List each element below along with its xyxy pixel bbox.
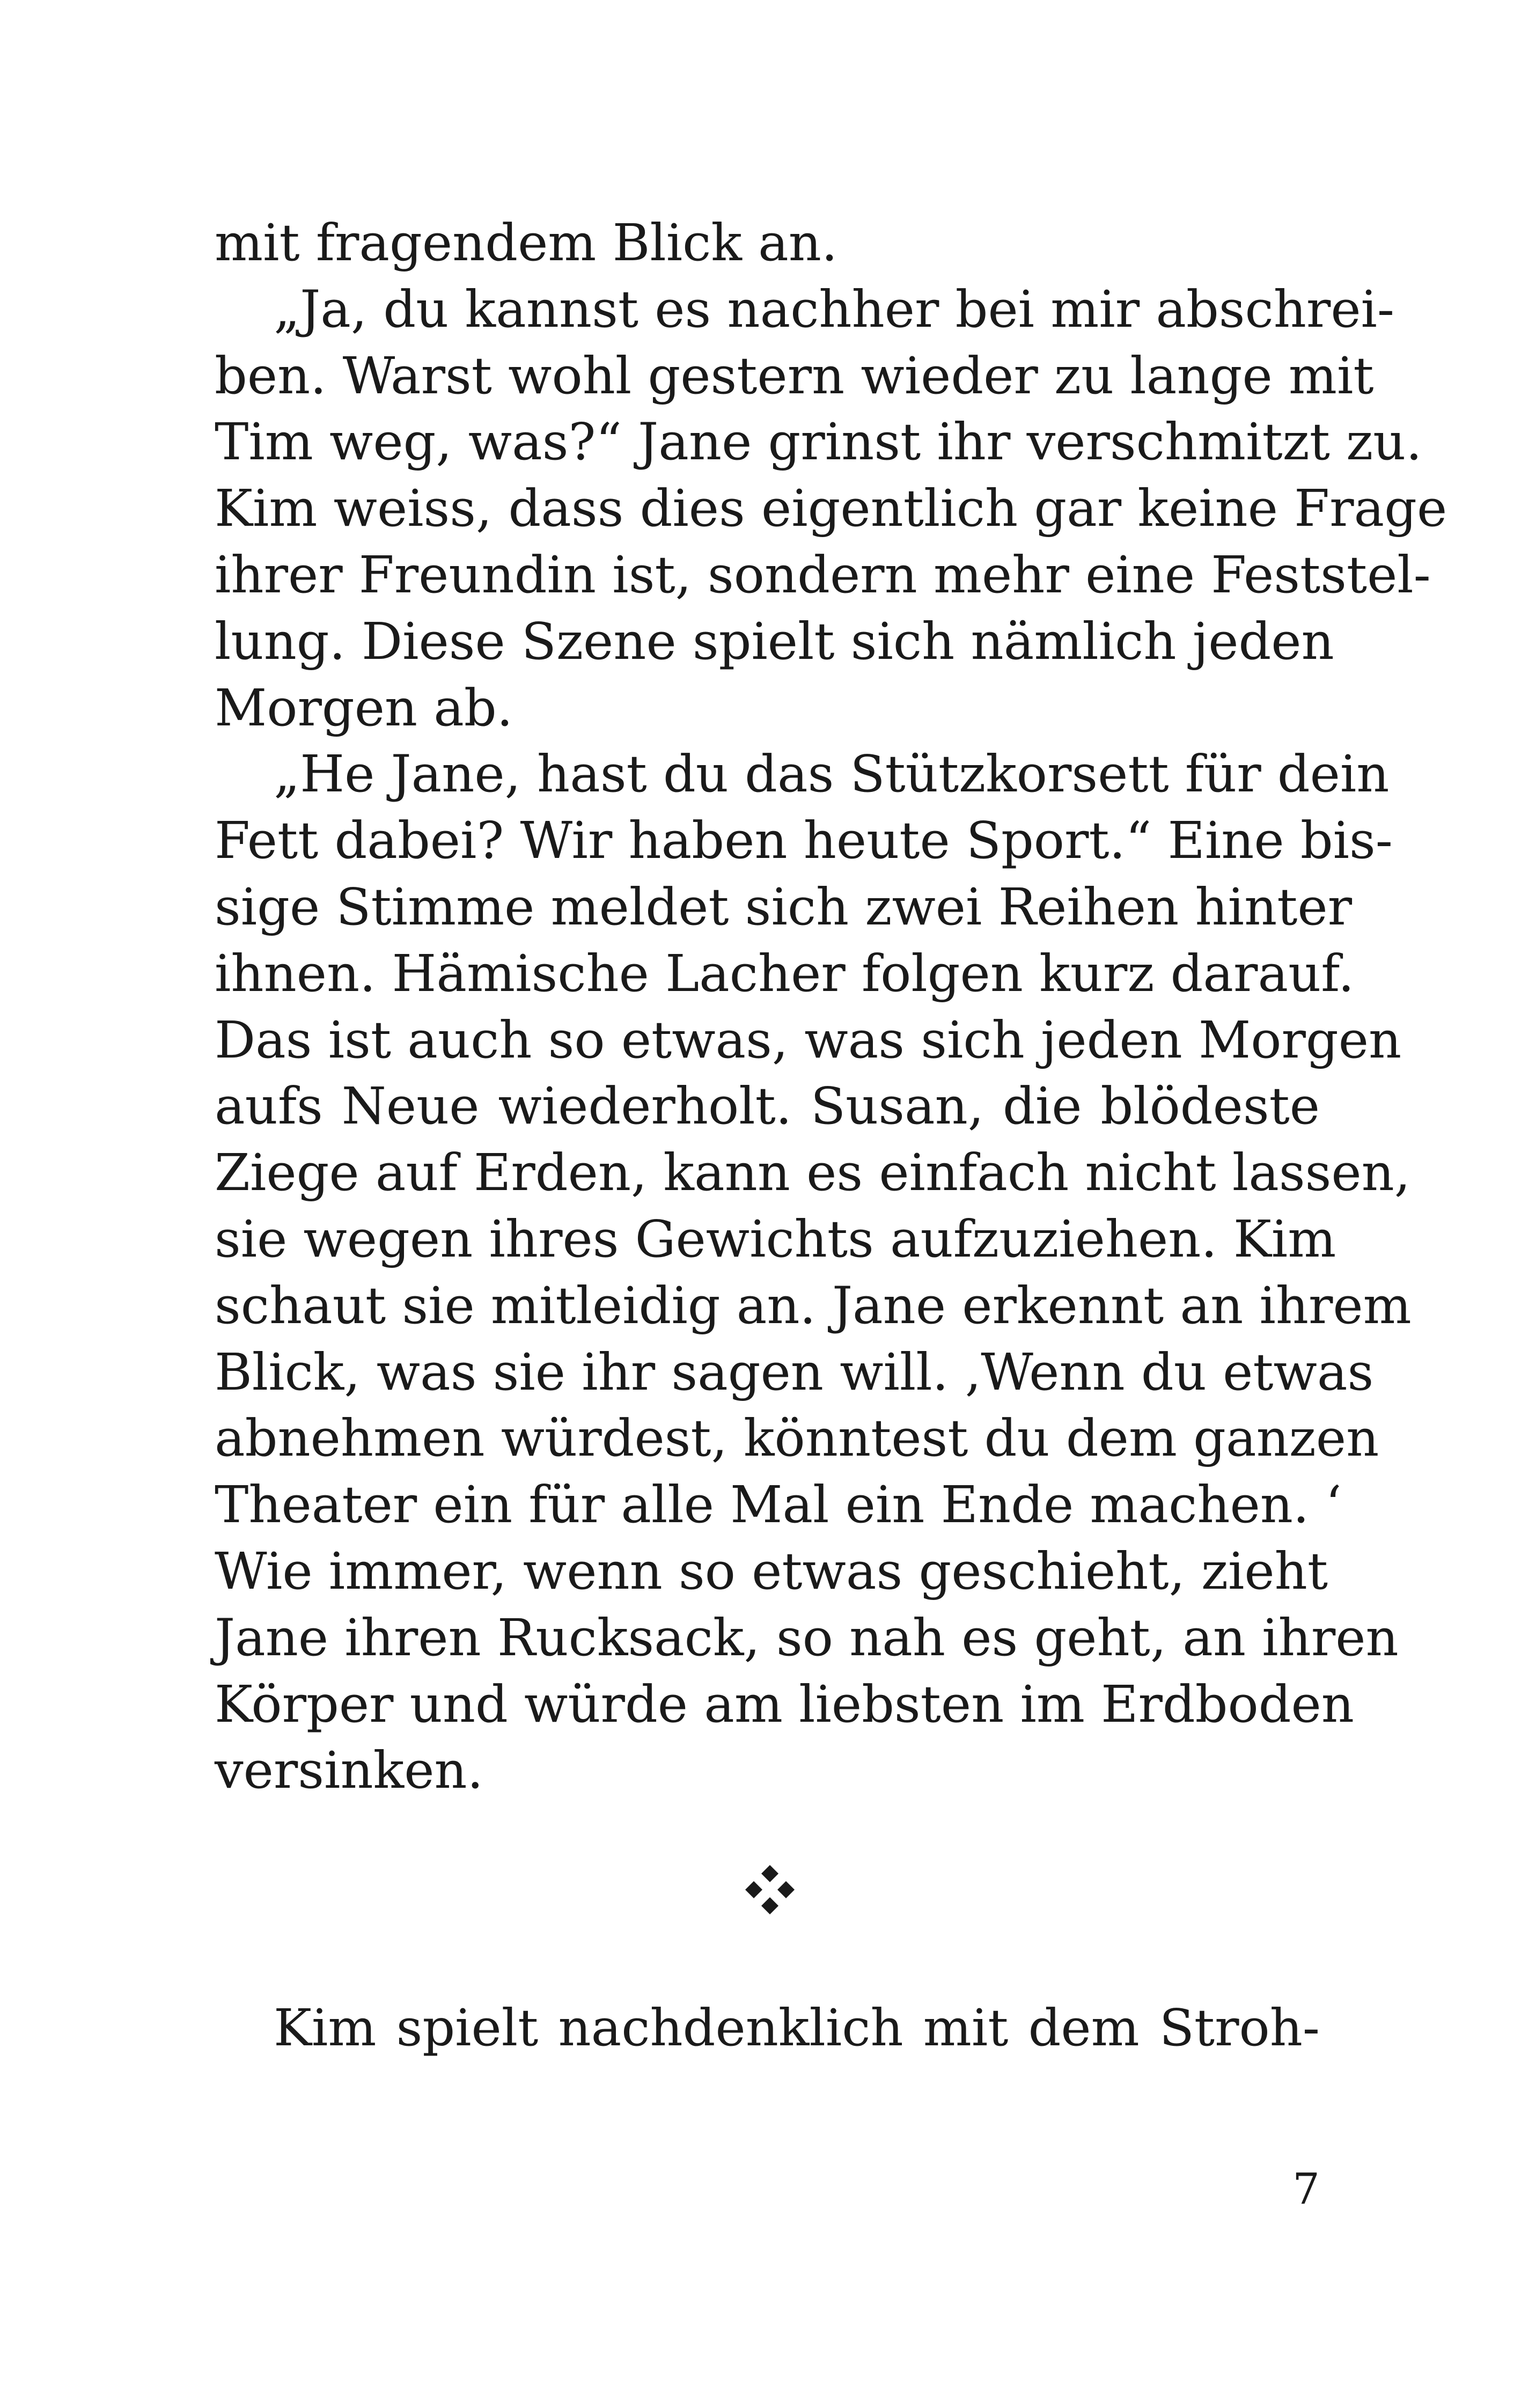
text-line: Fett dabei? Wir haben heute Sport.“ Eine bis- xyxy=(215,811,1393,871)
text-line: sige Stimme meldet sich zwei Reihen hinter xyxy=(215,877,1353,937)
page-number: 7 xyxy=(1292,2164,1320,2214)
text-line: aufs Neue wiederholt. Susan, die blödeste xyxy=(215,1077,1320,1136)
text-line: Theater ein für alle Mal ein Ende machen. ‘ xyxy=(215,1475,1342,1535)
section-start-line: Kim spielt nachdenklich mit dem Stroh- xyxy=(274,1999,1320,2058)
four-diamond-ornament-icon xyxy=(743,1863,797,1917)
body-text xyxy=(215,210,1447,1804)
text-line: versinken. xyxy=(215,1741,483,1801)
text-line: Das ist auch so etwas, was sich jeden Morgen xyxy=(215,1010,1402,1070)
text-line: „He Jane, hast du das Stützkorsett für dein xyxy=(274,745,1390,804)
text-line: abnehmen würdest, könntest du dem ganzen xyxy=(215,1409,1379,1469)
text-line: Morgen ab. xyxy=(215,678,513,738)
text-line: lung. Diese Szene spielt sich nämlich jeden xyxy=(215,612,1334,671)
text-line: Jane ihren Rucksack, so nah es geht, an ihren xyxy=(215,1608,1399,1668)
text-line: mit fragendem Blick an. xyxy=(215,214,838,273)
text-line: Wie immer, wenn so etwas geschieht, zieht xyxy=(215,1541,1328,1601)
text-line: schaut sie mitleidig an. Jane erkennt an ihrem xyxy=(215,1276,1412,1335)
text-line: Kim weiss, dass dies eigentlich gar keine Frage xyxy=(215,479,1447,539)
text-line: ihnen. Hämische Lacher folgen kurz darauf. xyxy=(215,944,1355,1003)
text-line: Ziege auf Erden, kann es einfach nicht lassen, xyxy=(215,1143,1410,1203)
text-line: Körper und würde am liebsten im Erdboden xyxy=(215,1675,1354,1734)
text-line: ihrer Freundin ist, sondern mehr eine Feststel- xyxy=(215,545,1431,605)
text-line: Tim weg, was?“ Jane grinst ihr verschmitzt zu. xyxy=(215,413,1422,472)
text-line: „Ja, du kannst es nachher bei mir abschrei- xyxy=(274,280,1395,339)
text-line: ben. Warst wohl gestern wieder zu lange mit xyxy=(215,346,1374,406)
text-line: sie wegen ihres Gewichts aufzuziehen. Kim xyxy=(215,1209,1336,1269)
text-line: Blick, was sie ihr sagen will. ‚Wenn du etwas xyxy=(215,1342,1374,1402)
